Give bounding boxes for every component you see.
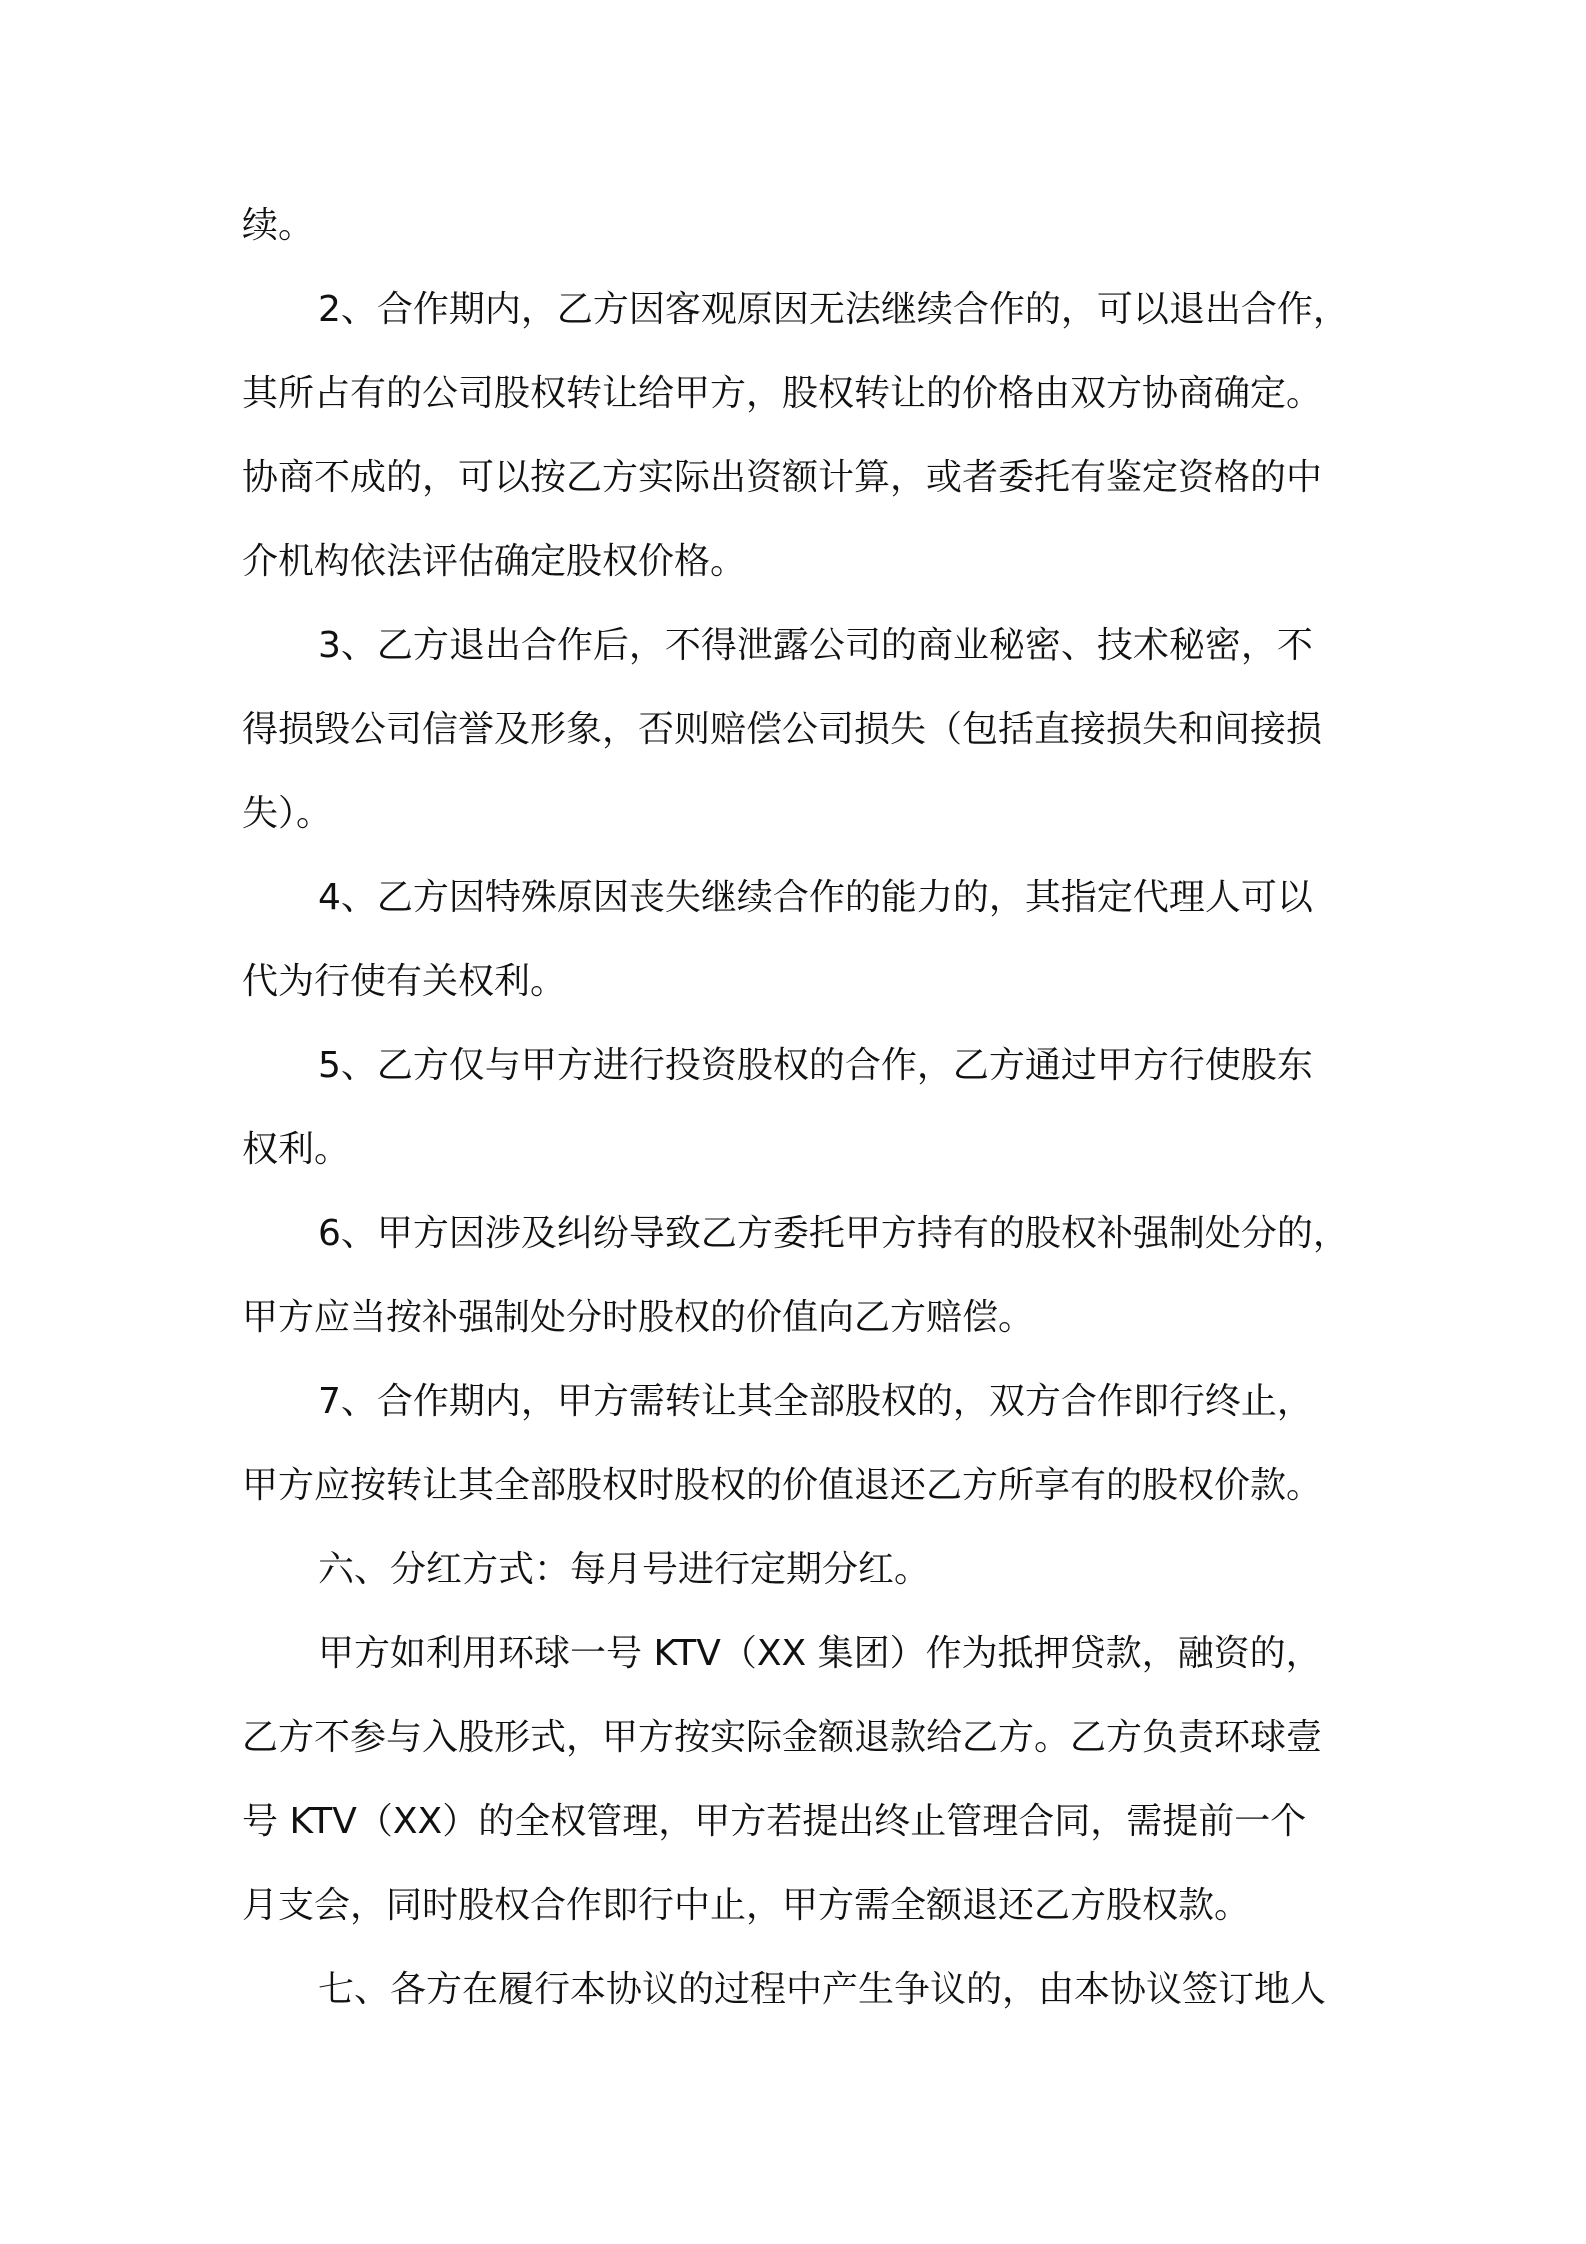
text-line: 5、乙方仅与甲方进行投资股权的合作，乙方通过甲方行使股东 <box>318 1045 1313 1086</box>
text-line: 得损毁公司信誉及形象，否则赔偿公司损失（包括直接损失和间接损 <box>242 709 1323 750</box>
text-line: 七、各方在履行本协议的过程中产生争议的，由本协议签订地人 <box>318 1969 1327 2010</box>
text-line: 介机构依法评估确定股权价格。 <box>242 541 747 582</box>
text-line: 4、乙方因特殊原因丧失继续合作的能力的，其指定代理人可以 <box>318 877 1313 918</box>
text-line: 乙方不参与入股形式，甲方按实际金额退款给乙方。乙方负责环球壹 <box>242 1717 1323 1758</box>
text-line: 权利。 <box>242 1129 351 1170</box>
text-line: 2、合作期内，乙方因客观原因无法继续合作的，可以退出合作， <box>318 289 1349 330</box>
text-line: 失）。 <box>242 793 333 834</box>
text-line: 协商不成的，可以按乙方实际出资额计算，或者委托有鉴定资格的中 <box>242 457 1323 498</box>
text-line: 代为行使有关权利。 <box>242 961 567 1002</box>
text-line: 甲方如利用环球一号 KTV（XX 集团）作为抵押贷款，融资的， <box>318 1633 1322 1674</box>
text-line: 月支会，同时股权合作即行中止，甲方需全额退还乙方股权款。 <box>242 1885 1251 1926</box>
text-line: 3、乙方退出合作后，不得泄露公司的商业秘密、技术秘密，不 <box>318 625 1313 666</box>
text-line: 号 KTV（XX）的全权管理，甲方若提出终止管理合同，需提前一个 <box>242 1801 1307 1842</box>
text-line: 其所占有的公司股权转让给甲方，股权转让的价格由双方协商确定。 <box>242 373 1323 414</box>
text-line: 续。 <box>242 205 315 246</box>
text-line: 六、分红方式：每月号进行定期分红。 <box>318 1549 931 1590</box>
text-line: 甲方应当按补强制处分时股权的价值向乙方赔偿。 <box>242 1297 1035 1338</box>
text-line: 甲方应按转让其全部股权时股权的价值退还乙方所享有的股权价款。 <box>242 1465 1323 1506</box>
text-line: 6、甲方因涉及纠纷导致乙方委托甲方持有的股权补强制处分的， <box>318 1213 1349 1254</box>
text-line: 7、合作期内，甲方需转让其全部股权的，双方合作即行终止， <box>318 1381 1313 1422</box>
